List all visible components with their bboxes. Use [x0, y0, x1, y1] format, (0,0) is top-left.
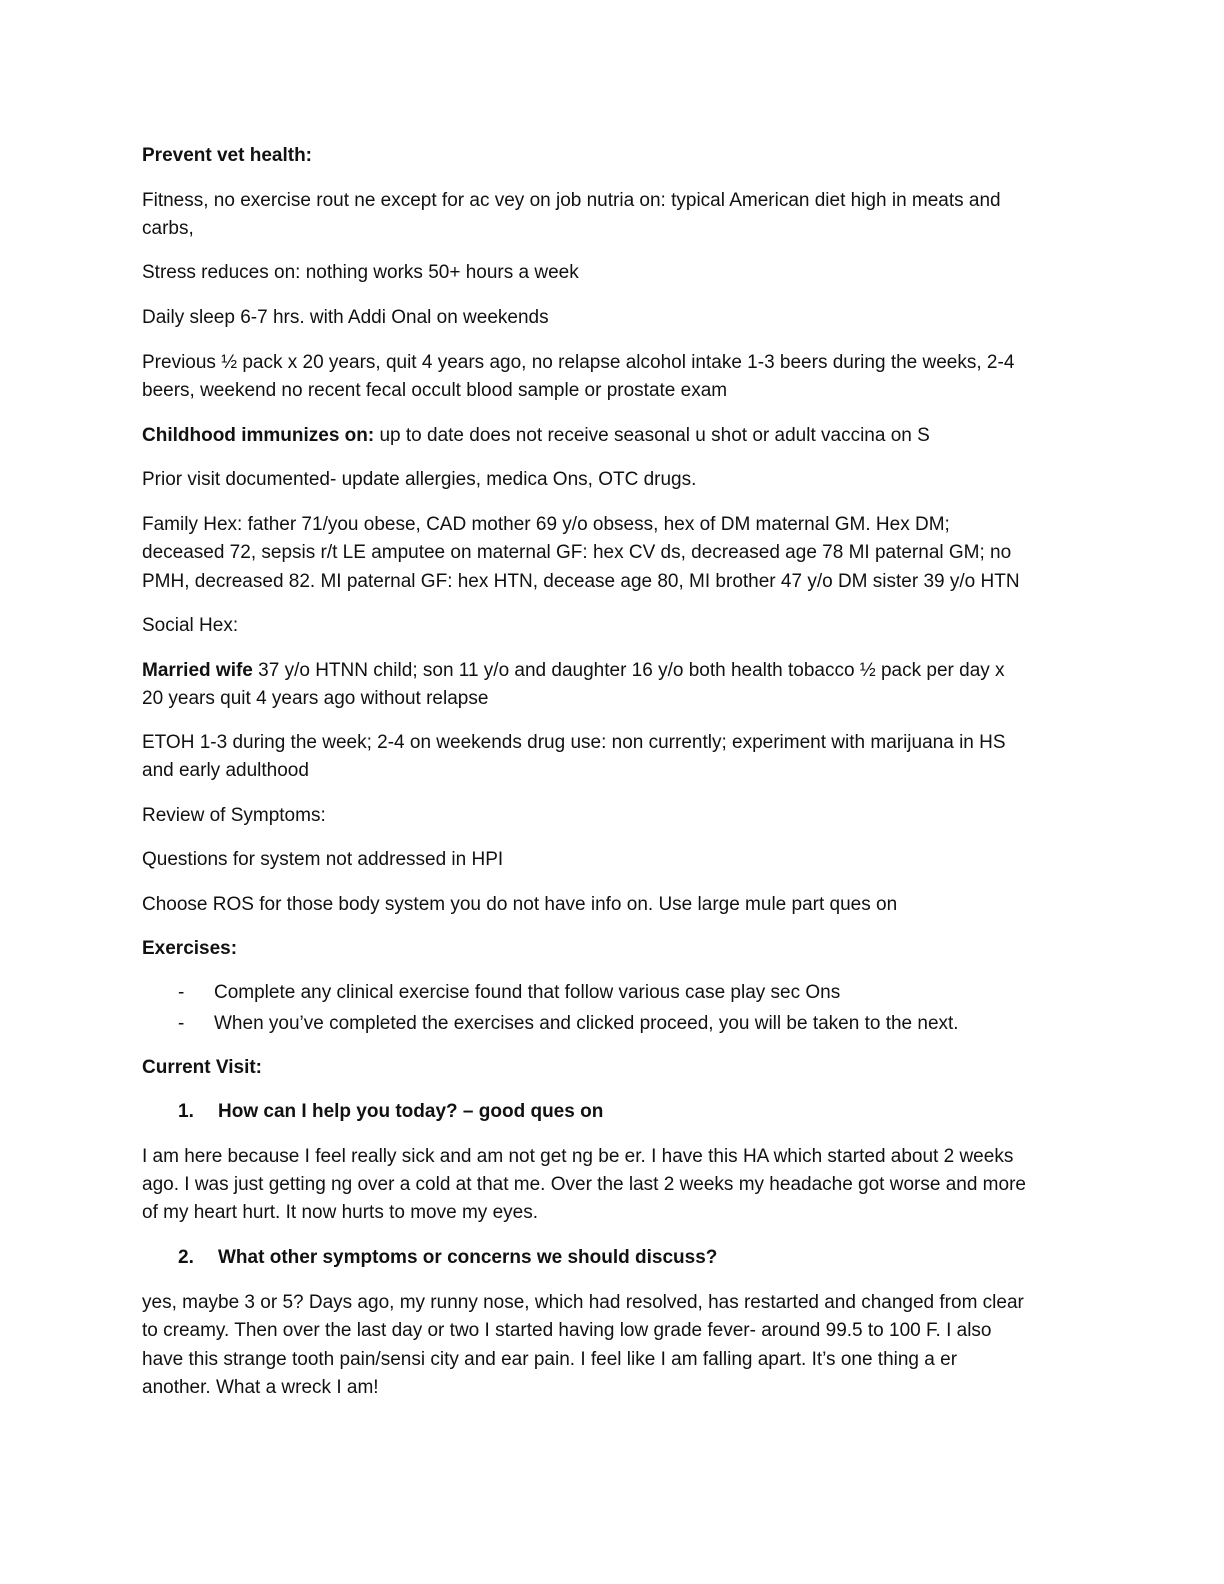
answer-2-line-1: yes, maybe 3 or 5? Days ago, my runny nose, which had resolved, has restarted and changed from clear — [142, 1292, 1024, 1313]
married-label: Married wife — [142, 660, 253, 681]
answer-1-line-2: ago. I was just getting ng over a cold at that me. Over the last 2 weeks my headache got worse and more — [142, 1174, 1026, 1195]
questions-line: Questions for system not addressed in HPI — [142, 849, 504, 870]
childhood-line — [142, 422, 930, 450]
exercise-item-text: When you’ve completed the exercises and clicked proceed, you will be taken to the next. — [214, 1013, 959, 1034]
married-line-2: 20 years quit 4 years ago without relapse — [142, 688, 489, 709]
exercises-heading: Exercises: — [142, 938, 238, 959]
childhood-text: up to date does not receive seasonal u shot or adult vaccina on S — [374, 425, 930, 446]
fitness-line-1: Fitness, no exercise rout ne except for ac vey on job nutria on: typical American diet high in meats and — [142, 190, 1001, 211]
fitness-line-2: carbs, — [142, 218, 194, 239]
married-text: 37 y/o HTNN child; son 11 y/o and daughter 16 y/o both health tobacco ½ pack per day x — [252, 660, 1005, 681]
answer-2-line-4: another. What a wreck I am! — [142, 1377, 379, 1398]
prior-visit-line: Prior visit documented- update allergies, medica Ons, OTC drugs. — [142, 469, 697, 490]
prevent-heading: Prevent vet health: — [142, 145, 312, 166]
question-text: What other symptoms or concerns we should discuss? — [218, 1247, 718, 1268]
review-line: Review of Symptoms: — [142, 805, 326, 826]
bullet-dash: - — [178, 982, 185, 1003]
sleep-line: Daily sleep 6-7 hrs. with Addi Onal on weekends — [142, 307, 549, 328]
current-visit-heading: Current Visit: — [142, 1057, 263, 1078]
question-1 — [142, 1098, 1072, 1126]
etoh-line-1: ETOH 1-3 during the week; 2-4 on weekends drug use: non currently; experiment with marijuana in HS — [142, 732, 1006, 753]
previous-line-2: beers, weekend no recent fecal occult blood sample or prostate exam — [142, 380, 728, 401]
family-line-1: Family Hex: father 71/you obese, CAD mother 69 y/o obsess, hex of DM maternal GM. Hex DM; — [142, 514, 950, 535]
previous-line-1: Previous ½ pack x 20 years, quit 4 years ago, no relapse alcohol intake 1-3 beers during the weeks, 2-4 — [142, 352, 1015, 373]
social-hex-line: Social Hex: — [142, 615, 239, 636]
choose-ros-line: Choose ROS for those body system you do not have info on. Use large mule part ques on — [142, 894, 898, 915]
question-number: 1. — [178, 1101, 194, 1122]
question-number: 2. — [178, 1247, 194, 1268]
stress-line: Stress reduces on: nothing works 50+ hours a week — [142, 262, 579, 283]
bullet-dash: - — [178, 1013, 185, 1034]
exercise-item — [142, 1010, 1072, 1038]
etoh-line-2: and early adulthood — [142, 760, 309, 781]
childhood-label: Childhood immunizes on: — [142, 425, 375, 446]
question-2 — [142, 1244, 1072, 1272]
answer-2-line-2: to creamy. Then over the last day or two I started having low grade fever- around 99.5 to 100 F. I also — [142, 1320, 992, 1341]
answer-2-line-3: have this strange tooth pain/sensi city and ear pain. I feel like I am falling apart. It’s one thing a er — [142, 1349, 958, 1370]
answer-1-line-3: of my heart hurt. It now hurts to move my eyes. — [142, 1202, 538, 1223]
exercise-item-text: Complete any clinical exercise found that follow various case play sec Ons — [214, 982, 841, 1003]
answer-1-line-1: I am here because I feel really sick and am not get ng be er. I have this HA which started about 2 weeks — [142, 1146, 1014, 1167]
family-line-2: deceased 72, sepsis r/t LE amputee on maternal GF: hex CV ds, decreased age 78 MI paternal GM; no — [142, 542, 1012, 563]
exercise-item — [142, 979, 1072, 1007]
family-line-3: PMH, decreased 82. MI paternal GF: hex HTN, decease age 80, MI brother 47 y/o DM sister 39 y/o HTN — [142, 571, 1020, 592]
question-text: How can I help you today? – good ques on — [218, 1101, 604, 1122]
married-line-1 — [142, 657, 1005, 685]
